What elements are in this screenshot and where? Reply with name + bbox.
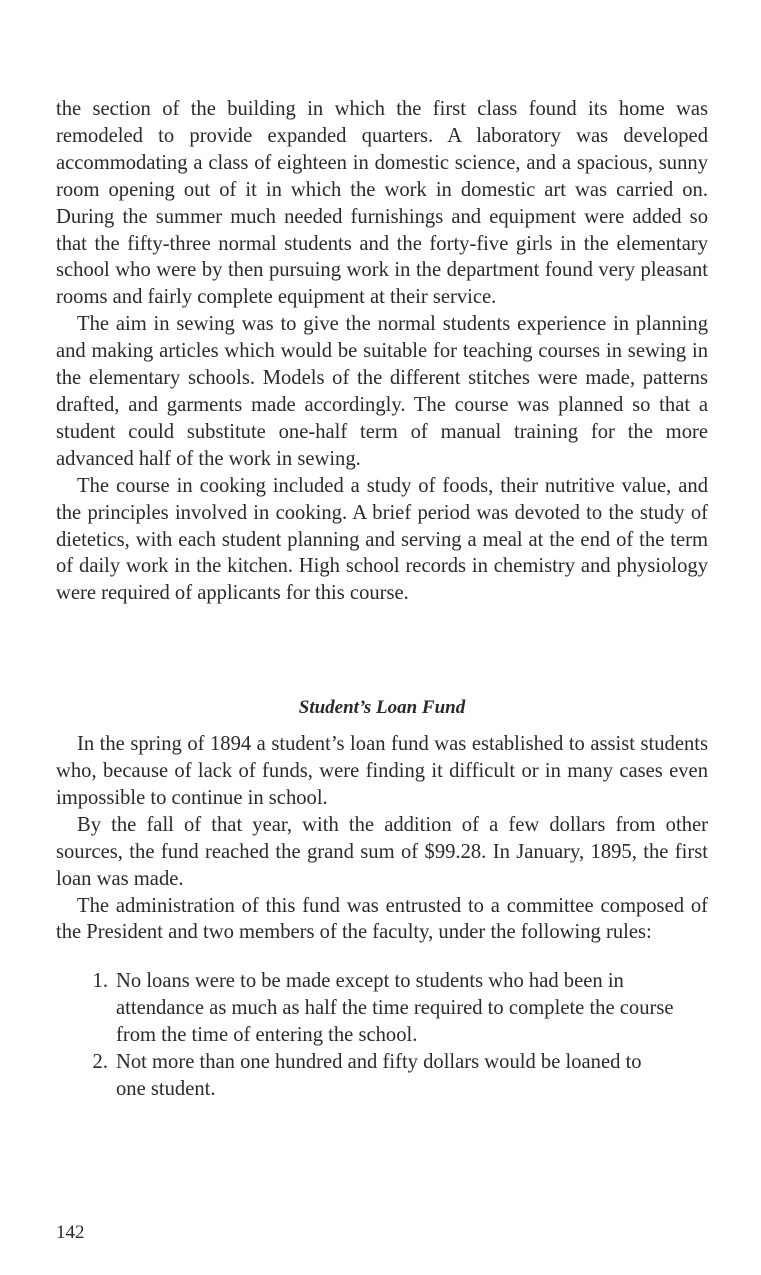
body-paragraph: the section of the building in which the first class found its home was remodeled to provide expanded quarters. A laboratory was developed accommodating a class of eighteen in domestic science, and a spacious, sunny room opening out of it in which the work in domestic art was carried on. During the summer much needed furnishings and equipment were added so that the fifty-three normal students and the forty-five girls in the elementary school who were by then pursuing work in the department found very pleasant rooms and fairly complete equipment at their service.	[56, 98, 708, 309]
rules-list	[56, 968, 708, 1103]
page-number: 142	[56, 1222, 85, 1243]
section-heading: Student’s Loan Fund	[298, 697, 466, 719]
rule-text: No loans were to be made except to students who had been in attendance as much as half the time required to complete the course from the time of entering the school.	[116, 970, 674, 1047]
section-paragraph: In the spring of 1894 a student’s loan fund was established to assist students who, because of lack of funds, were finding it difficult or in many cases even impossible to continue in school.	[56, 733, 708, 809]
rule-number: 2.	[92, 1051, 108, 1074]
body-paragraph: The aim in sewing was to give the normal students experience in planning and making articles which would be suitable for teaching courses in sewing in the elementary schools. Models of the different stitches were made, patterns drafted, and garments made accordingly. The course was planned so that a student could substitute one-half term of manual training for the more advanced half of the work in sewing.	[56, 313, 708, 470]
section-paragraph: The administration of this fund was entrusted to a committee composed of the President and two members of the faculty, under the following rules:	[56, 894, 708, 944]
rule-number: 1.	[92, 970, 108, 993]
rule-item	[56, 968, 708, 1049]
section-paragraph: By the fall of that year, with the addition of a few dollars from other sources, the fund reached the grand sum of $99.28. In January, 1895, the first loan was made.	[56, 813, 708, 890]
rule-item	[56, 1049, 708, 1103]
document-page	[56, 96, 708, 1103]
rule-text: Not more than one hundred and fifty dollars would be loaned to one student.	[116, 1051, 642, 1100]
body-paragraph: The course in cooking included a study of foods, their nutritive value, and the principles involved in cooking. A brief period was devoted to the study of dietetics, with each student planning and serving a meal at the end of the term of daily work in the kitchen. High school records in chemistry and physiology were required of applicants for this course.	[56, 474, 708, 605]
